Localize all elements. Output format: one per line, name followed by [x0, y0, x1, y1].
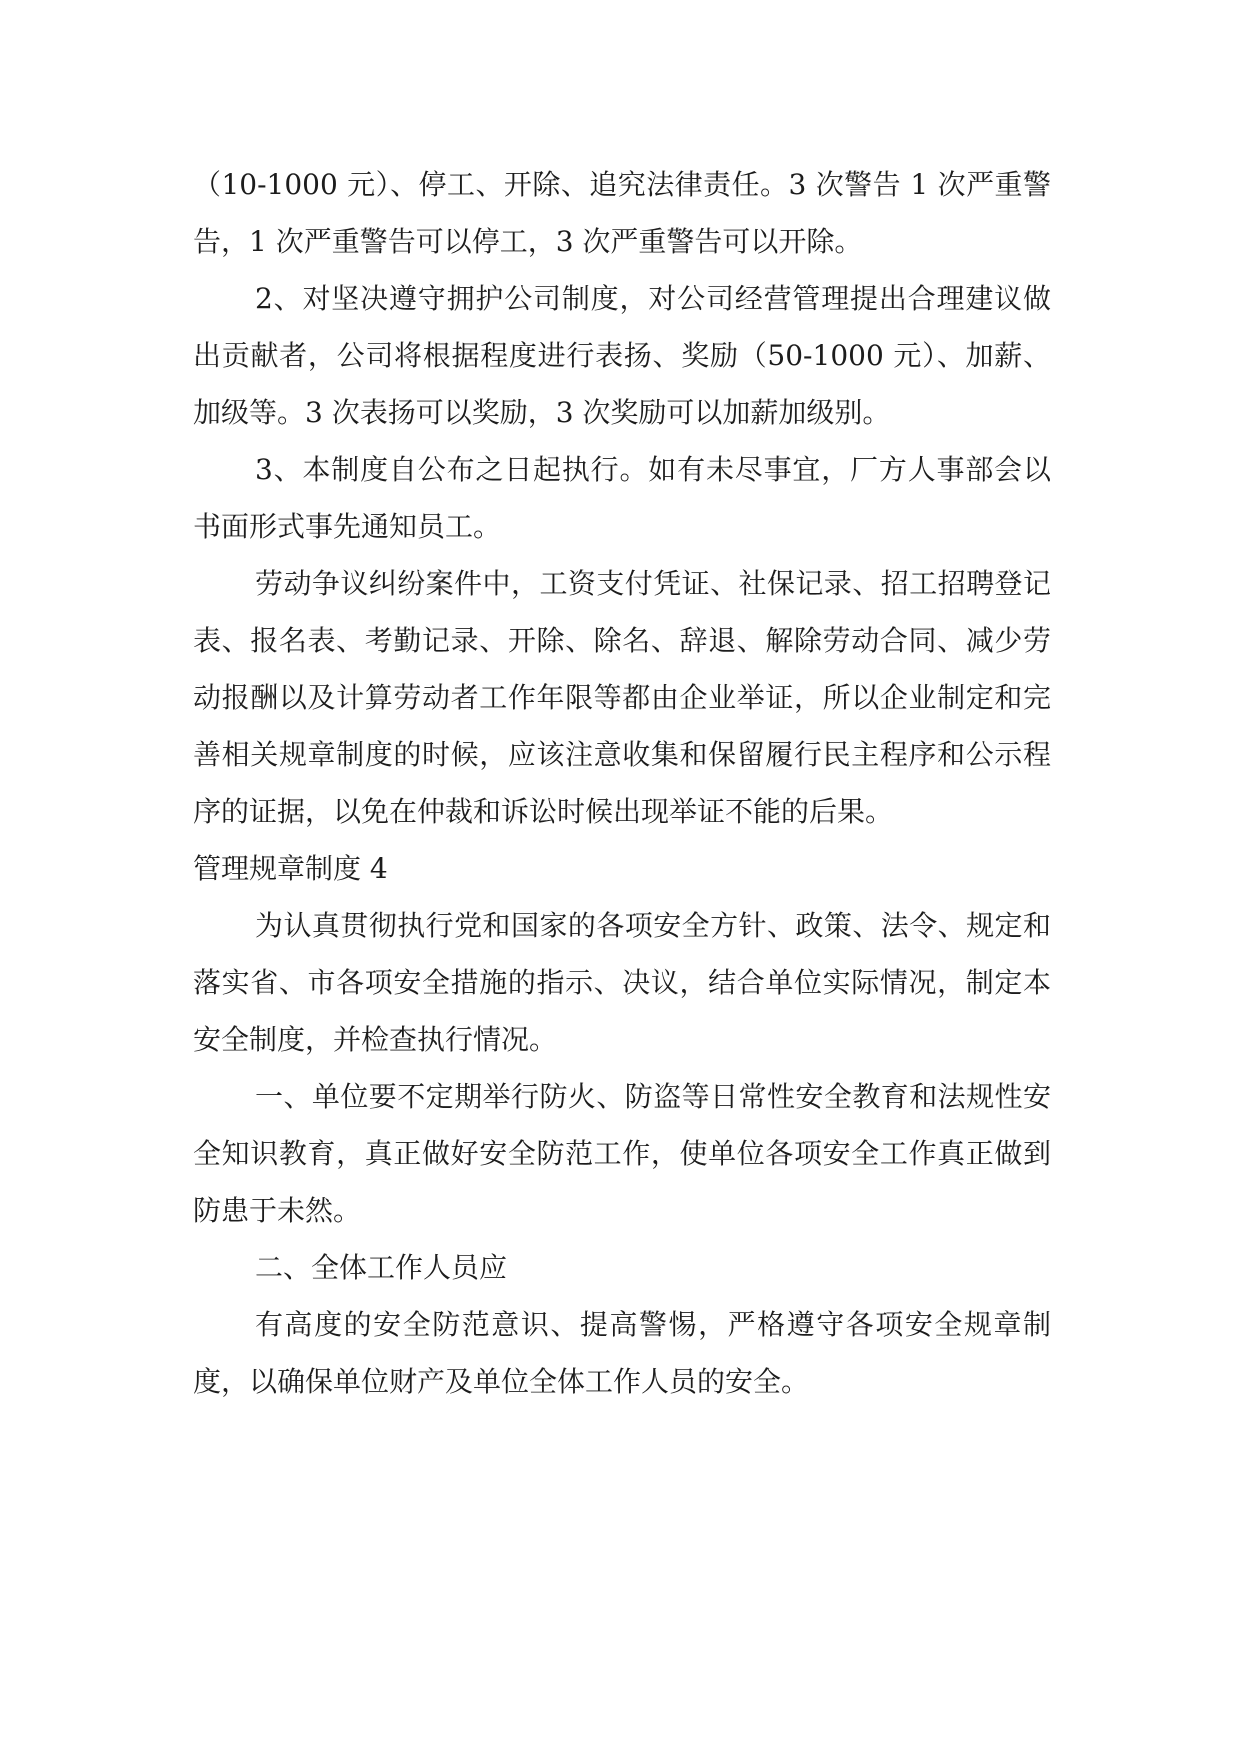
paragraph-effective-date: 3、本制度自公布之日起执行。如有未尽事宜，厂方人事部会以书面形式事先通知员工。 [193, 453, 1051, 543]
paragraph-rewards: 2、对坚决遵守拥护公司制度，对公司经营管理提出合理建议做出贡献者，公司将根据程度进行表扬、奖励（50-1000 元）、加薪、加级等。3 次表扬可以奖励，3 次奖励可以加薪加级别。 [193, 282, 1051, 429]
paragraph-safety-intro: 为认真贯彻执行党和国家的各项安全方针、政策、法令、规定和落实省、市各项安全措施的指示、决议，结合单位实际情况，制定本安全制度，并检查执行情况。 [193, 909, 1051, 1056]
paragraph-safety-education: 一、单位要不定期举行防火、防盗等日常性安全教育和法规性安全知识教育，真正做好安全防范工作，使单位各项安全工作真正做到防患于未然。 [193, 1080, 1051, 1227]
paragraph-all-staff: 二、全体工作人员应 [255, 1251, 508, 1284]
section-heading: 管理规章制度 4 [193, 852, 388, 885]
paragraph-labor-dispute: 劳动争议纠纷案件中，工资支付凭证、社保记录、招工招聘登记表、报名表、考勤记录、开除、除名、辞退、解除劳动合同、减少劳动报酬以及计算劳动者工作年限等都由企业举证，所以企业制定和完善相关规章制度的时候，应该注意收集和保留履行民主程序和公示程序的证据，以免在仲裁和诉讼时候出现举证不能的后果。 [193, 567, 1051, 828]
paragraph-safety-awareness: 有高度的安全防范意识、提高警惕，严格遵守各项安全规章制度，以确保单位财产及单位全体工作人员的安全。 [193, 1308, 1051, 1398]
document-page [193, 156, 1051, 1410]
paragraph-penalties-continued: （10-1000 元）、停工、开除、追究法律责任。3 次警告 1 次严重警告，1 次严重警告可以停工，3 次严重警告可以开除。 [193, 168, 1051, 258]
